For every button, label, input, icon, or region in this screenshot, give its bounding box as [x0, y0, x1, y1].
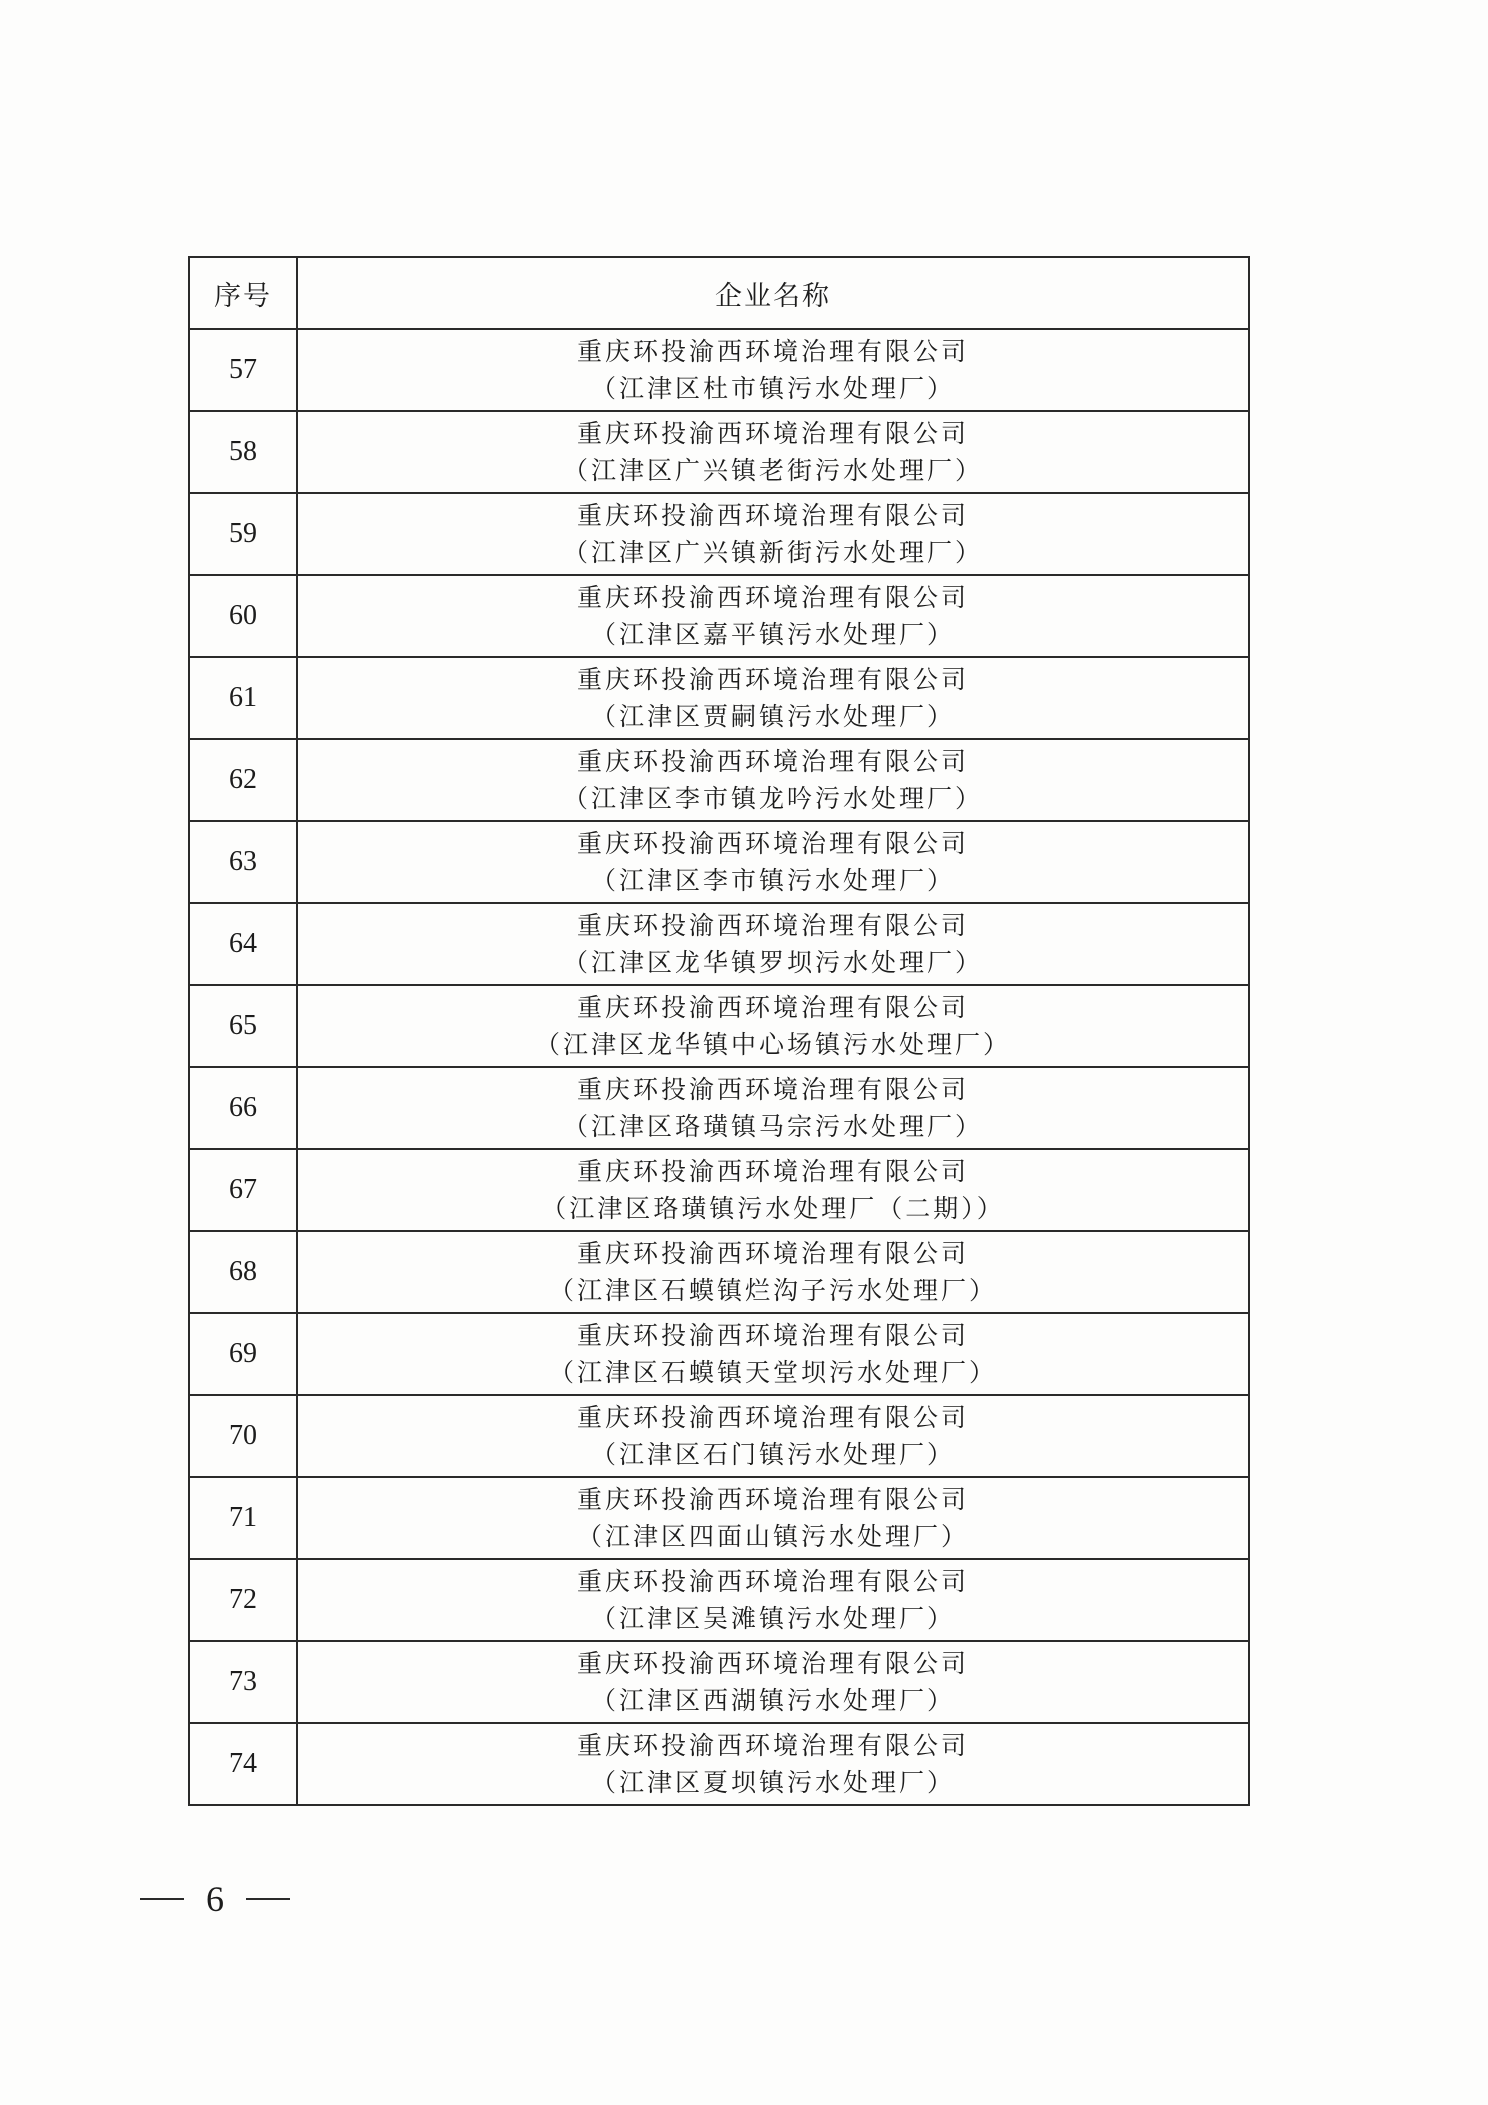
- plant-name: （江津区李市镇污水处理厂）: [590, 866, 955, 895]
- plant-name: （江津区贾嗣镇污水处理厂）: [590, 702, 955, 731]
- page-footer: [140, 1878, 290, 1920]
- company-name: 重庆环投渝西环境治理有限公司: [576, 1239, 969, 1268]
- plant-name: （江津区珞璜镇污水处理厂（二期））: [541, 1194, 1005, 1223]
- serial-number-cell: 66: [189, 1067, 297, 1149]
- company-name: 重庆环投渝西环境治理有限公司: [576, 1075, 969, 1104]
- enterprise-name-cell: [297, 1231, 1249, 1313]
- enterprise-name-cell: [297, 1641, 1249, 1723]
- plant-name: （江津区吴滩镇污水处理厂）: [590, 1604, 955, 1633]
- table-row: [189, 1149, 1249, 1231]
- company-name: 重庆环投渝西环境治理有限公司: [576, 1321, 969, 1350]
- serial-number-cell: 65: [189, 985, 297, 1067]
- company-name: 重庆环投渝西环境治理有限公司: [576, 993, 969, 1022]
- table-row: [189, 1559, 1249, 1641]
- plant-name: （江津区石蟆镇天堂坝污水处理厂）: [548, 1358, 997, 1387]
- footer-dash-left: [140, 1898, 184, 1900]
- enterprise-name-cell: [297, 1477, 1249, 1559]
- plant-name: （江津区石门镇污水处理厂）: [590, 1440, 955, 1469]
- enterprise-name-cell: [297, 821, 1249, 903]
- company-name: 重庆环投渝西环境治理有限公司: [576, 337, 969, 366]
- table-row: [189, 1477, 1249, 1559]
- table-header-row: [189, 257, 1249, 329]
- enterprise-name-cell: [297, 1559, 1249, 1641]
- serial-number-cell: 62: [189, 739, 297, 821]
- page-number: 6: [206, 1879, 224, 1919]
- serial-number-cell: 61: [189, 657, 297, 739]
- table-row: [189, 821, 1249, 903]
- table-row: [189, 657, 1249, 739]
- plant-name: （江津区石蟆镇烂沟子污水处理厂）: [548, 1276, 997, 1305]
- table-row: [189, 329, 1249, 411]
- plant-name: （江津区夏坝镇污水处理厂）: [590, 1768, 955, 1797]
- plant-name: （江津区嘉平镇污水处理厂）: [590, 620, 955, 649]
- plant-name: （江津区珞璜镇马宗污水处理厂）: [562, 1112, 983, 1141]
- serial-number-cell: 63: [189, 821, 297, 903]
- table-row: [189, 575, 1249, 657]
- serial-number-cell: 73: [189, 1641, 297, 1723]
- header-enterprise-name: 企业名称: [297, 257, 1249, 329]
- company-name: 重庆环投渝西环境治理有限公司: [576, 1649, 969, 1678]
- company-name: 重庆环投渝西环境治理有限公司: [576, 1567, 969, 1596]
- table-body: [189, 329, 1249, 1805]
- company-name: 重庆环投渝西环境治理有限公司: [576, 747, 969, 776]
- serial-number-cell: 68: [189, 1231, 297, 1313]
- serial-number-cell: 72: [189, 1559, 297, 1641]
- company-name: 重庆环投渝西环境治理有限公司: [576, 829, 969, 858]
- enterprise-name-cell: [297, 493, 1249, 575]
- plant-name: （江津区广兴镇老街污水处理厂）: [562, 456, 983, 485]
- company-name: 重庆环投渝西环境治理有限公司: [576, 1485, 969, 1514]
- enterprise-name-cell: [297, 1723, 1249, 1805]
- company-name: 重庆环投渝西环境治理有限公司: [576, 583, 969, 612]
- company-name: 重庆环投渝西环境治理有限公司: [576, 1403, 969, 1432]
- plant-name: （江津区龙华镇中心场镇污水处理厂）: [534, 1030, 1011, 1059]
- serial-number-cell: 60: [189, 575, 297, 657]
- serial-number-cell: 70: [189, 1395, 297, 1477]
- enterprise-name-cell: [297, 739, 1249, 821]
- serial-number-cell: 57: [189, 329, 297, 411]
- plant-name: （江津区李市镇龙吟污水处理厂）: [562, 784, 983, 813]
- enterprise-name-cell: [297, 903, 1249, 985]
- table-row: [189, 985, 1249, 1067]
- serial-number-cell: 74: [189, 1723, 297, 1805]
- plant-name: （江津区广兴镇新街污水处理厂）: [562, 538, 983, 567]
- enterprise-name-cell: [297, 1313, 1249, 1395]
- company-name: 重庆环投渝西环境治理有限公司: [576, 419, 969, 448]
- enterprise-name-cell: [297, 657, 1249, 739]
- enterprise-table: [188, 256, 1250, 1806]
- enterprise-name-cell: [297, 575, 1249, 657]
- serial-number-cell: 69: [189, 1313, 297, 1395]
- company-name: 重庆环投渝西环境治理有限公司: [576, 1731, 969, 1760]
- table-row: [189, 493, 1249, 575]
- table-row: [189, 739, 1249, 821]
- serial-number-cell: 59: [189, 493, 297, 575]
- table-row: [189, 1313, 1249, 1395]
- enterprise-name-cell: [297, 985, 1249, 1067]
- plant-name: （江津区四面山镇污水处理厂）: [576, 1522, 969, 1551]
- enterprise-name-cell: [297, 411, 1249, 493]
- plant-name: （江津区杜市镇污水处理厂）: [590, 374, 955, 403]
- table-row: [189, 1395, 1249, 1477]
- enterprise-name-cell: [297, 1067, 1249, 1149]
- table-row: [189, 1067, 1249, 1149]
- serial-number-cell: 71: [189, 1477, 297, 1559]
- enterprise-name-cell: [297, 1149, 1249, 1231]
- table-row: [189, 1641, 1249, 1723]
- serial-number-cell: 64: [189, 903, 297, 985]
- company-name: 重庆环投渝西环境治理有限公司: [576, 1157, 969, 1186]
- company-name: 重庆环投渝西环境治理有限公司: [576, 665, 969, 694]
- company-name: 重庆环投渝西环境治理有限公司: [576, 501, 969, 530]
- enterprise-name-cell: [297, 1395, 1249, 1477]
- table-row: [189, 1723, 1249, 1805]
- header-serial-number: 序号: [189, 257, 297, 329]
- serial-number-cell: 67: [189, 1149, 297, 1231]
- table-row: [189, 1231, 1249, 1313]
- footer-dash-right: [246, 1898, 290, 1900]
- company-name: 重庆环投渝西环境治理有限公司: [576, 911, 969, 940]
- plant-name: （江津区西湖镇污水处理厂）: [590, 1686, 955, 1715]
- enterprise-name-cell: [297, 329, 1249, 411]
- table-row: [189, 903, 1249, 985]
- serial-number-cell: 58: [189, 411, 297, 493]
- plant-name: （江津区龙华镇罗坝污水处理厂）: [562, 948, 983, 977]
- table-row: [189, 411, 1249, 493]
